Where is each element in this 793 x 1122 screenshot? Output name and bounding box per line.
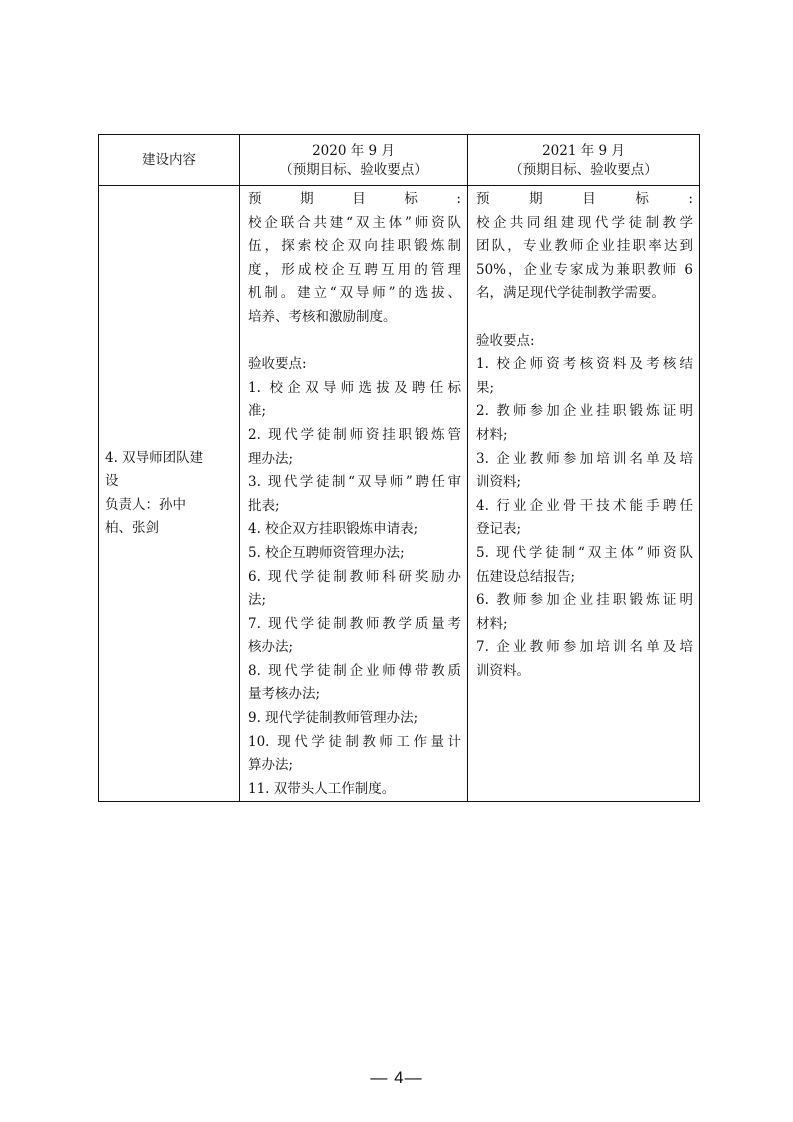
paragraph-gap [248, 330, 461, 354]
text-line: 6. 教师参加企业挂职锻炼证明 [476, 592, 693, 609]
text-line: 名，满足现代学徒制教学需要。 [476, 285, 665, 302]
page-number: — 4— [370, 1068, 423, 1087]
header-col2-subtitle: （预期目标、验收要点） [279, 162, 428, 178]
header-col3-subtitle: （预期目标、验收要点） [509, 162, 658, 178]
text-line: 柏、张剑 [105, 520, 159, 537]
text-line: 算办法; [248, 757, 294, 774]
text-line: 4. 双导师团队建 [105, 449, 204, 466]
construction-content-table [98, 134, 700, 802]
text-line: 果; [476, 379, 495, 396]
text-line: 校企共同组建现代学徒制教学 [476, 214, 693, 231]
text-line: 核办法; [248, 639, 294, 656]
text-line: 伍建设总结报告; [476, 568, 576, 585]
goals-2020-cell [240, 186, 468, 802]
header-col3-date: 2021 年 9 月 [542, 143, 625, 159]
text-line: 1. 校企师资考核资料及考核结 [476, 356, 693, 373]
text-line: 负责人：孙中 [105, 496, 186, 513]
text-line: 预期目标: [476, 191, 693, 207]
text-line: 材料; [476, 615, 508, 632]
text-line: 训资料; [476, 474, 522, 491]
text-line: 9. 现代学徒制教师管理办法; [248, 710, 419, 727]
text-line: 6. 现代学徒制教师科研奖励办 [248, 568, 461, 585]
text-line: 7. 企业教师参加培训名单及培 [476, 639, 693, 656]
text-line: 材料; [476, 426, 508, 443]
text-line: 50%，企业专家成为兼职教师 6 [476, 261, 693, 278]
header-col1-text: 建设内容 [142, 151, 196, 168]
text-line: 设 [105, 473, 119, 490]
text-line: 2. 现代学徒制师资挂职锻炼管 [248, 426, 461, 443]
text-line: 机制。建立“双导师”的选拔、 [248, 285, 461, 302]
text-line: 校企联合共建“双主体”师资队 [248, 214, 461, 231]
goals-2021-text [468, 186, 699, 683]
text-line: 1. 校企双导师选拔及聘任标 [248, 379, 461, 396]
goals-2020-text [240, 186, 467, 801]
text-line: 5. 校企互聘师资管理办法; [248, 544, 405, 561]
header-col2-date: 2020 年 9 月 [312, 143, 395, 159]
text-line: 8. 现代学徒制企业师傅带教质 [248, 662, 461, 679]
text-line: 度，形成校企互聘互用的管理 [248, 261, 461, 278]
text-line: 训资料。 [476, 662, 530, 679]
text-line: 准; [248, 403, 267, 420]
construction-item-text [105, 447, 233, 541]
text-line: 3. 现代学徒制“双导师”聘任审 [248, 474, 461, 491]
text-line: 预期目标: [248, 191, 461, 207]
text-line: 验收要点: [248, 356, 307, 373]
text-line: 11. 双带头人工作制度。 [248, 780, 396, 797]
text-line: 7. 现代学徒制教师教学质量考 [248, 615, 461, 632]
text-line: 批表; [248, 497, 280, 514]
text-line: 验收要点: [476, 332, 535, 349]
text-line: 登记表; [476, 521, 522, 538]
text-line: 4. 校企双方挂职锻炼申请表; [248, 521, 419, 538]
text-line: 伍，探索校企双向挂职锻炼制 [248, 238, 461, 255]
header-construction-content [99, 135, 240, 186]
text-line: 3. 企业教师参加培训名单及培 [476, 450, 693, 467]
text-line: 2. 教师参加企业挂职锻炼证明 [476, 403, 693, 420]
goals-2021-cell [468, 186, 700, 802]
text-line: 团队，专业教师企业挂职率达到 [476, 238, 693, 255]
text-line: 4. 行业企业骨干技术能手聘任 [476, 497, 693, 514]
text-line: 量考核办法; [248, 686, 321, 703]
text-line: 理办法; [248, 450, 294, 467]
text-line: 10. 现代学徒制教师工作量计 [248, 733, 461, 750]
table-header-row [99, 135, 700, 186]
table-row [99, 186, 700, 802]
header-2021-09 [468, 135, 700, 186]
text-line: 法; [248, 592, 267, 609]
header-2020-09 [240, 135, 468, 186]
text-line: 5. 现代学徒制“双主体”师资队 [476, 544, 693, 561]
paragraph-gap [476, 306, 693, 330]
text-line: 培养、考核和激励制度。 [248, 308, 397, 325]
construction-item-cell [99, 186, 240, 802]
